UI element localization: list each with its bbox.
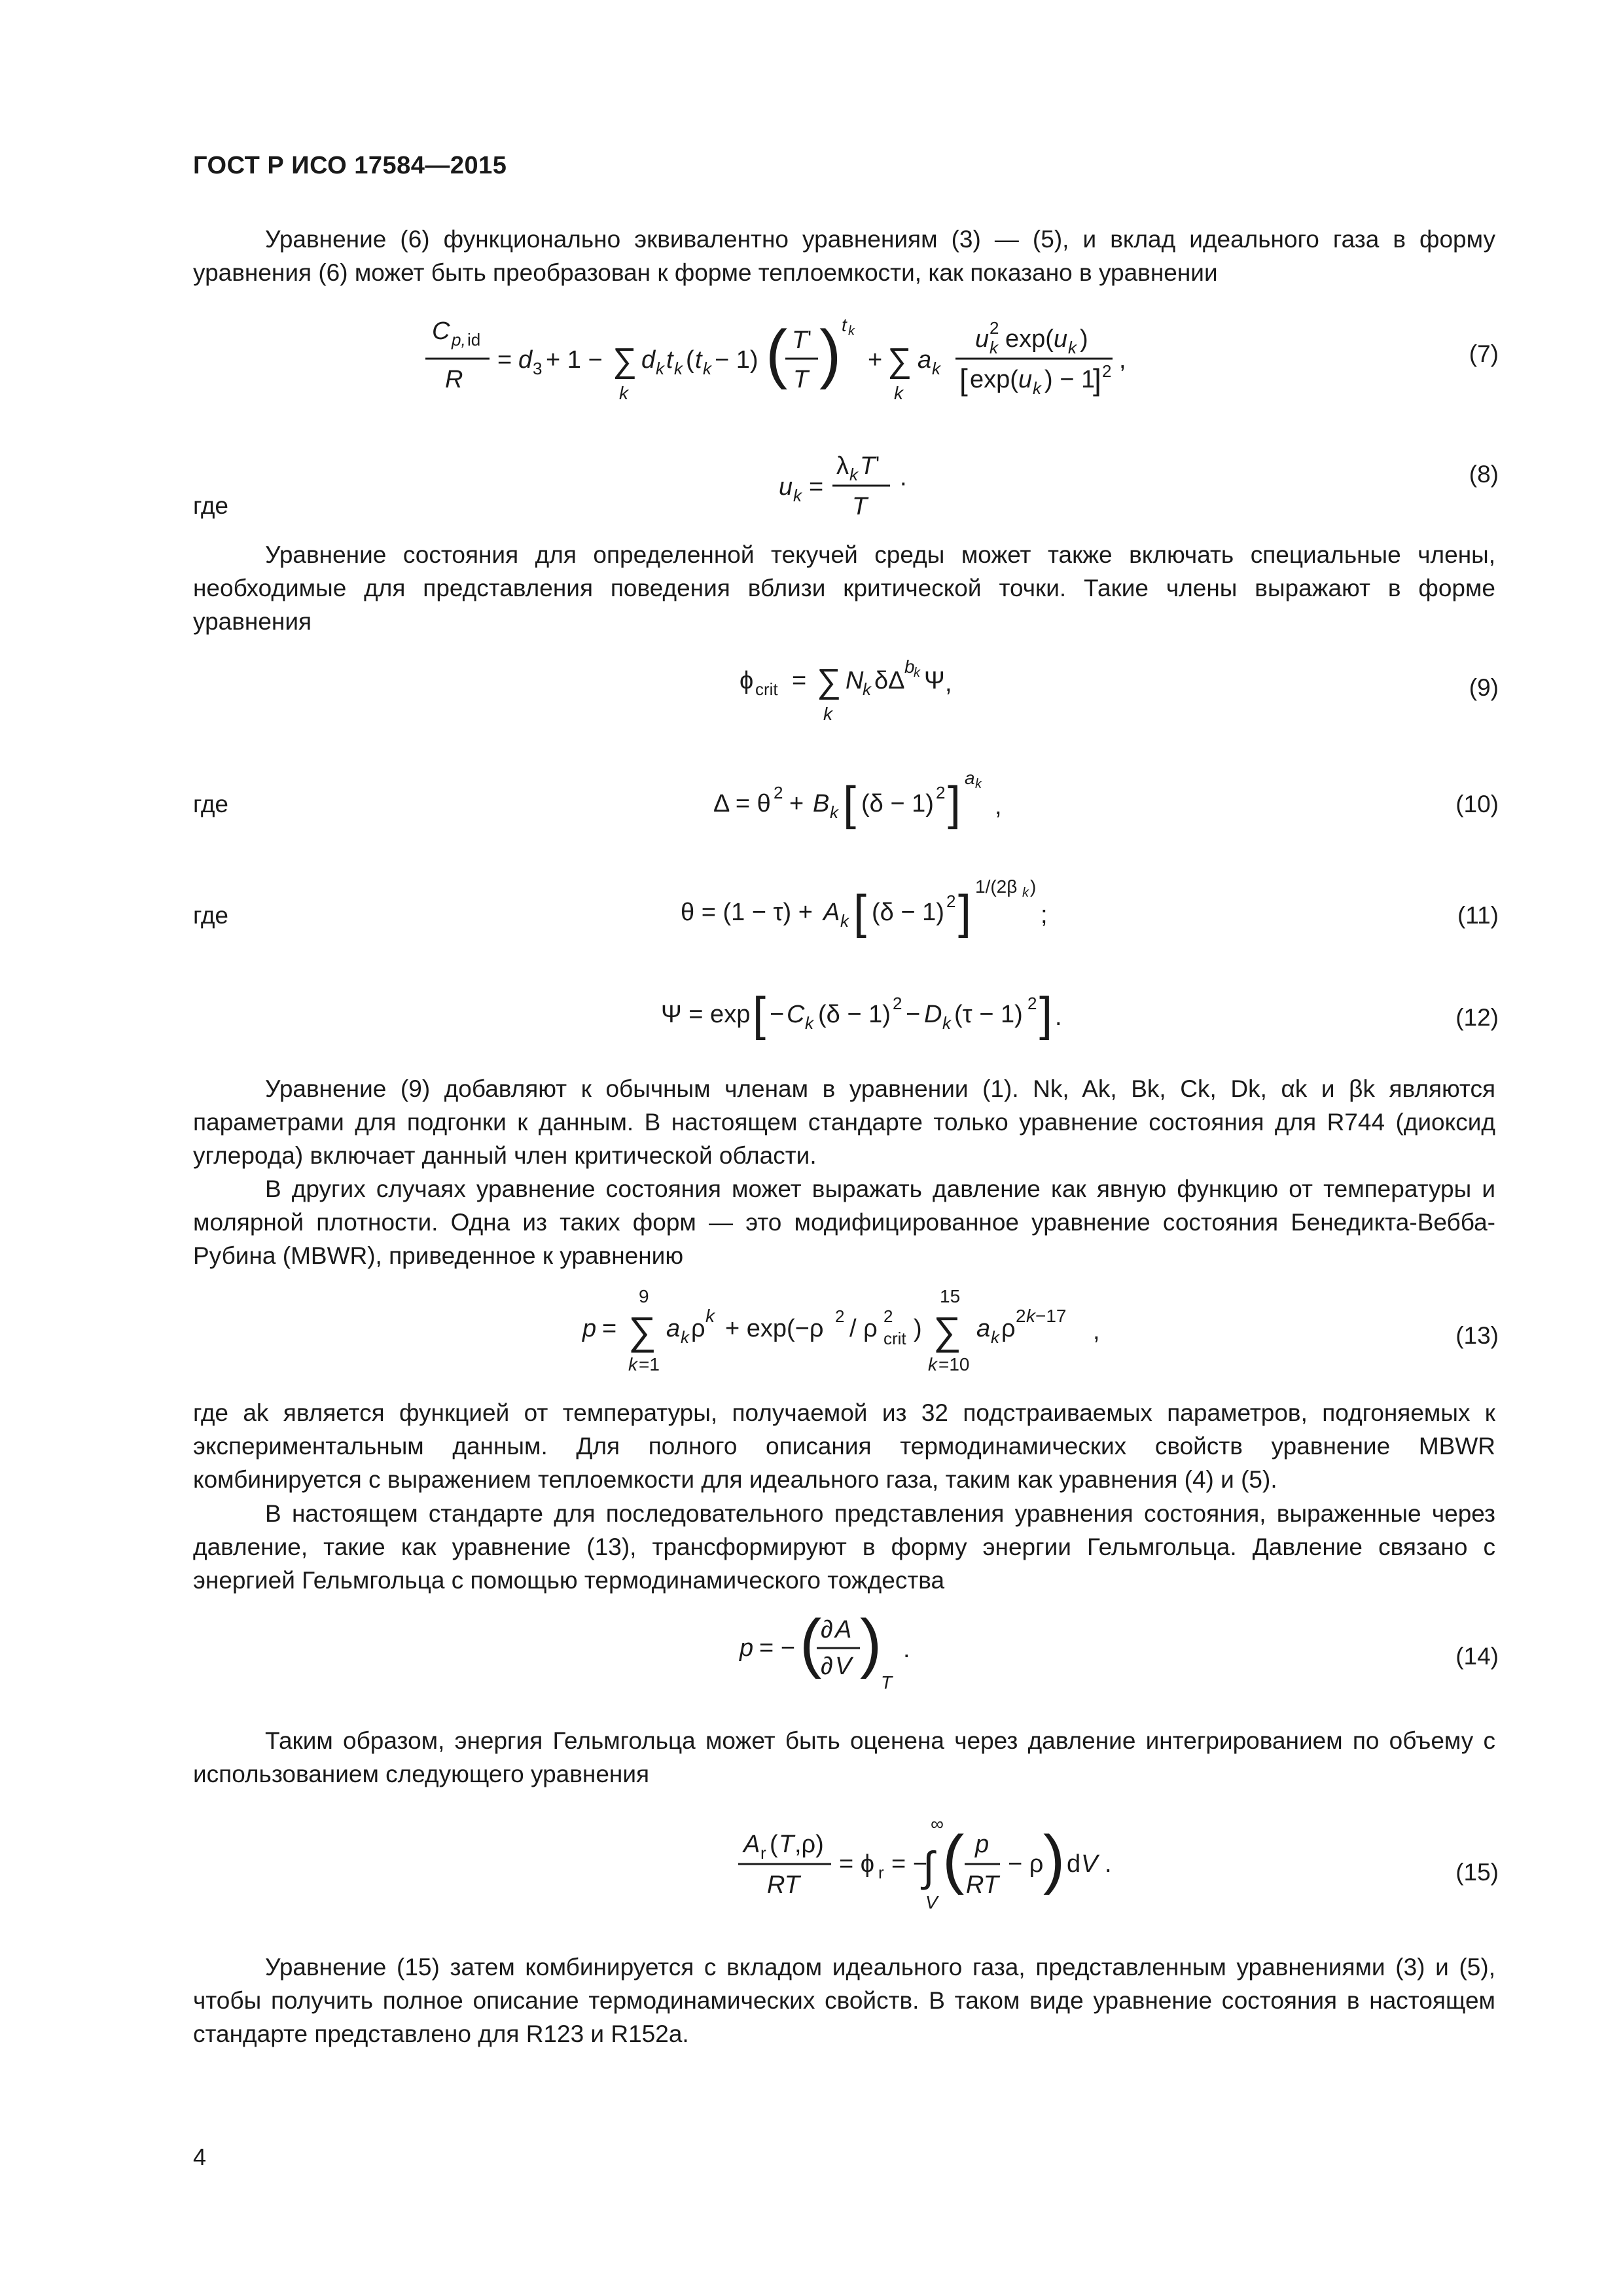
svg-text:ϕ: ϕ [740, 667, 754, 694]
svg-text:t: t [695, 346, 702, 374]
svg-text:[: [ [853, 886, 867, 939]
svg-text:T: T [792, 327, 808, 354]
svg-text:k: k [1068, 338, 1077, 357]
svg-text:.: . [1055, 1003, 1062, 1031]
svg-text:k: k [805, 1013, 813, 1033]
paragraph: Уравнение (15) затем комбинируется с вкладом идеального газа, представленным уравнениями (3) и (5), чтобы получить полное описание термодинамических свойств. В таком виде уравнение состояния в настоящем стандарте представлено для R123 и R152a. [193, 1954, 1495, 2047]
svg-text:r: r [878, 1863, 884, 1882]
svg-text:;: ; [1041, 901, 1048, 929]
svg-text:2: 2 [936, 783, 946, 802]
svg-text:k: k [914, 666, 920, 680]
svg-text:Δ = θ: Δ = θ [713, 790, 771, 817]
equation-10 [707, 759, 1034, 844]
svg-text:=: = [602, 1315, 617, 1342]
paragraph: В других случаях уравнение состояния может выражать давление как явную функцию от температуры и молярной плотности. Одна из таких форм — это модифицированное уравнение состояния Бенедикта-Вебба-Рубина (MBWR), приведенное к уравнению [193, 1175, 1495, 1269]
svg-text:2: 2 [990, 318, 999, 338]
svg-text:∑: ∑ [613, 342, 637, 380]
paragraph: Уравнение (6) функционально эквивалентно уравнениям (3) — (5), и вклад идеального газа в форму уравнения (6) может быть преобразован к форме теплоемкости, как показано в уравнении [193, 226, 1495, 286]
svg-text:V: V [1081, 1850, 1098, 1878]
equation-number: (10) [1455, 791, 1499, 817]
svg-text:2: 2 [946, 891, 956, 911]
svg-text:,: , [995, 793, 1002, 820]
svg-text:p: p [975, 1831, 990, 1858]
paragraph: Таким образом, энергия Гельмгольца может быть оценена через давление интегрированием по объему с использованием следующего уравнения [193, 1727, 1495, 1787]
svg-text:k: k [932, 359, 940, 378]
svg-text:T: T [881, 1672, 893, 1693]
svg-text:exp(: exp( [1005, 325, 1054, 353]
svg-text:d: d [1067, 1850, 1081, 1878]
svg-text:.: . [1105, 1850, 1112, 1878]
svg-text:−: − [770, 1001, 785, 1028]
svg-text:): ) [1080, 325, 1088, 353]
svg-text:(: ( [770, 1831, 778, 1858]
svg-text:R: R [445, 366, 463, 393]
svg-text:a: a [918, 346, 932, 374]
svg-text:− ρ: − ρ [1008, 1850, 1044, 1878]
svg-text:= ϕ: = ϕ [839, 1850, 875, 1878]
svg-text:,: , [1119, 346, 1126, 374]
svg-text:A: A [835, 1616, 852, 1643]
svg-text:): ) [860, 1606, 882, 1679]
svg-text:RT: RT [767, 1871, 800, 1899]
where-label: где [193, 492, 229, 519]
svg-text:k: k [823, 704, 832, 724]
svg-text:k: k [1026, 1306, 1035, 1326]
svg-text:C: C [432, 317, 450, 345]
svg-text:V: V [925, 1892, 938, 1912]
svg-text:t: t [666, 346, 673, 374]
svg-text:p,: p, [452, 330, 466, 350]
svg-text:T: T [860, 452, 876, 480]
svg-text:id: id [467, 330, 481, 350]
svg-text:/ ρ: / ρ [849, 1315, 878, 1342]
svg-text:= −: = − [891, 1850, 927, 1878]
svg-text:=1: =1 [639, 1354, 660, 1374]
equation-7 [419, 308, 1191, 431]
svg-text:k: k [990, 338, 998, 357]
svg-text:(: ( [800, 1606, 822, 1679]
svg-text:(: ( [766, 317, 788, 390]
svg-text:k: k [656, 359, 664, 378]
svg-text:RT: RT [966, 1871, 999, 1899]
svg-text:(τ − 1): (τ − 1) [954, 1001, 1023, 1028]
svg-text:,ρ): ,ρ) [794, 1831, 824, 1858]
svg-text:k: k [1022, 886, 1029, 900]
svg-text:,: , [945, 670, 952, 697]
svg-text:C: C [787, 1001, 805, 1028]
svg-text:2: 2 [883, 1306, 893, 1326]
svg-text:+: + [789, 790, 804, 817]
svg-text:(δ − 1): (δ − 1) [861, 790, 934, 817]
svg-text:(: ( [686, 346, 694, 374]
svg-text:= −: = − [759, 1634, 795, 1662]
svg-text:Ψ = exp: Ψ = exp [661, 1001, 751, 1028]
svg-text:k: k [830, 802, 838, 822]
svg-text:): ) [819, 317, 842, 390]
document-header: ГОСТ Р ИСО 17584—2015 [193, 152, 507, 179]
svg-text:.: . [903, 1636, 910, 1663]
svg-text:]: ] [958, 886, 972, 939]
equation-number: (11) [1457, 902, 1499, 929]
svg-text:2: 2 [1102, 361, 1112, 381]
svg-text:k: k [991, 1327, 999, 1347]
svg-text:a: a [976, 1315, 991, 1342]
page-number: 4 [193, 2144, 207, 2170]
svg-text:) − 1: ) − 1 [1044, 366, 1096, 393]
svg-text:a: a [666, 1315, 681, 1342]
svg-text:(δ − 1): (δ − 1) [872, 899, 944, 926]
svg-text:crit: crit [883, 1329, 906, 1348]
svg-text:∂: ∂ [821, 1616, 833, 1643]
svg-text:=: = [497, 346, 512, 374]
svg-text:exp(: exp( [970, 366, 1018, 393]
svg-text:−17: −17 [1035, 1306, 1067, 1326]
svg-text:9: 9 [639, 1286, 649, 1306]
equation-number: (7) [1469, 340, 1499, 367]
svg-text:(: ( [942, 1822, 965, 1895]
svg-text:k: k [674, 359, 683, 378]
svg-text:': ' [876, 452, 880, 476]
svg-text:V: V [835, 1653, 852, 1680]
svg-text:3: 3 [533, 359, 543, 378]
svg-text:k: k [942, 1013, 951, 1033]
svg-text:k: k [848, 324, 855, 338]
svg-text:∑: ∑ [933, 1309, 961, 1353]
svg-text:k: k [703, 359, 711, 378]
svg-text:∑: ∑ [628, 1309, 656, 1353]
paragraph: Уравнение (9) добавляют к обычным членам в уравнении (1). Nk, Ak, Bk, Ck, Dk, αk и βk являются параметрами для подгонки к данным. В настоящем стандарте только уравнение состояния для R744 (диоксид углерода) включает данный член критической области. [193, 1075, 1495, 1169]
svg-text:2: 2 [835, 1306, 845, 1326]
svg-text:A: A [823, 899, 840, 926]
equation-number: (13) [1455, 1322, 1499, 1349]
svg-text:k: k [863, 679, 871, 699]
equation-8 [772, 445, 942, 536]
svg-text:ρ: ρ [1001, 1315, 1016, 1342]
svg-text:=10: =10 [938, 1354, 970, 1374]
svg-text:15: 15 [940, 1286, 961, 1306]
svg-text:k: k [681, 1327, 689, 1347]
svg-text:): ) [1030, 876, 1037, 897]
svg-text:∑: ∑ [887, 342, 912, 380]
svg-text:=: = [792, 667, 807, 694]
svg-text:b: b [904, 656, 915, 677]
svg-text:T: T [852, 493, 868, 520]
svg-text:k: k [619, 383, 628, 403]
svg-text:t: t [842, 315, 847, 335]
equation-12 [654, 975, 1113, 1053]
svg-text:k: k [1033, 378, 1041, 398]
svg-text:+: + [868, 346, 883, 374]
svg-text:N: N [846, 667, 864, 694]
equation-number: (14) [1455, 1643, 1499, 1670]
svg-text:− 1): − 1) [715, 346, 758, 374]
svg-text:D: D [924, 1001, 942, 1028]
svg-text:∫: ∫ [923, 1843, 935, 1890]
svg-text:1/(2β: 1/(2β [975, 876, 1018, 897]
paragraph: В настоящем стандарте для последовательного представления уравнения состояния, выраженные через давление, такие как уравнение (13), трансформируют в форму энергии Гельмгольца. Давление связано с энергией Гельмгольца с помощью термодинамического тождества [193, 1500, 1495, 1594]
svg-text:B: B [813, 790, 830, 817]
svg-text:·: · [899, 469, 908, 497]
svg-text:k: k [840, 911, 849, 931]
svg-text:k: k [849, 465, 858, 484]
svg-text:2: 2 [1027, 994, 1037, 1013]
svg-text:∂: ∂ [821, 1653, 833, 1680]
svg-text:u: u [1018, 366, 1033, 393]
where-label: где [193, 902, 229, 929]
svg-text:δΔ: δΔ [874, 667, 905, 694]
svg-text:[: [ [959, 363, 968, 397]
svg-text:2: 2 [893, 994, 902, 1013]
svg-text:+ 1 −: + 1 − [546, 346, 603, 374]
svg-text:d: d [641, 346, 656, 374]
svg-text:T: T [779, 1831, 794, 1858]
svg-text:k: k [894, 383, 903, 403]
svg-text:k: k [928, 1354, 937, 1374]
equation-9 [733, 648, 995, 739]
svg-text:]: ] [1039, 988, 1053, 1041]
svg-text:u: u [975, 325, 990, 353]
svg-text:θ = (1 − τ) +: θ = (1 − τ) + [681, 899, 813, 926]
svg-text:u: u [1054, 325, 1068, 353]
svg-text:': ' [808, 327, 812, 350]
svg-text:]: ] [948, 778, 961, 830]
svg-text:(δ − 1): (δ − 1) [818, 1001, 891, 1028]
equation-number: (15) [1455, 1859, 1499, 1886]
svg-text:λ: λ [836, 452, 849, 480]
equation-11 [674, 864, 1067, 955]
svg-text:+ exp(−ρ: + exp(−ρ [725, 1315, 824, 1342]
svg-text:a: a [965, 768, 975, 788]
svg-text:r: r [760, 1843, 766, 1863]
where-label: где [193, 791, 229, 817]
equation-14 [733, 1597, 929, 1708]
svg-text:Ψ: Ψ [924, 667, 945, 694]
svg-text:A: A [743, 1831, 760, 1858]
svg-text:k: k [628, 1354, 637, 1374]
svg-text:k: k [705, 1306, 715, 1326]
svg-text:=: = [809, 473, 824, 501]
svg-text:∞: ∞ [931, 1814, 944, 1834]
svg-text:k: k [975, 777, 982, 791]
svg-text:∑: ∑ [817, 662, 842, 700]
equation-number: (12) [1455, 1004, 1499, 1031]
svg-text:,: , [1093, 1318, 1100, 1345]
equation-13 [576, 1276, 1178, 1393]
svg-text:): ) [1043, 1822, 1065, 1895]
svg-text:ρ: ρ [691, 1315, 705, 1342]
svg-text:−: − [906, 1001, 921, 1028]
equation-number: (9) [1469, 674, 1499, 701]
svg-text:[: [ [843, 778, 857, 830]
svg-text:p: p [582, 1315, 597, 1342]
paragraph: где ak является функцией от температуры, получаемой из 32 подстраиваемых параметров, подгоняемых к экспериментальным данным. Для полного описания термодинамических свойств уравнение MBWR комбинируется с выражением теплоемкости для идеального газа, таким как уравнения (4) и (5). [193, 1399, 1495, 1493]
svg-text:p: p [740, 1634, 754, 1662]
svg-text:d: d [518, 346, 533, 374]
svg-text:[: [ [753, 988, 766, 1041]
equation-15 [726, 1806, 1145, 1924]
svg-text:T: T [793, 366, 809, 393]
svg-text:2: 2 [1016, 1306, 1026, 1326]
svg-text:k: k [793, 486, 802, 505]
svg-text:2: 2 [774, 783, 783, 802]
svg-text:): ) [914, 1315, 922, 1342]
svg-text:u: u [779, 473, 793, 501]
paragraph: Уравнение состояния для определенной текучей среды может также включать специальные члены, необходимые для представления поведения вблизи критической точки. Такие члены выражают в форме уравнения [193, 541, 1495, 635]
svg-text:crit: crit [755, 679, 778, 699]
svg-text:]: ] [1093, 363, 1101, 397]
equation-number: (8) [1469, 461, 1499, 488]
